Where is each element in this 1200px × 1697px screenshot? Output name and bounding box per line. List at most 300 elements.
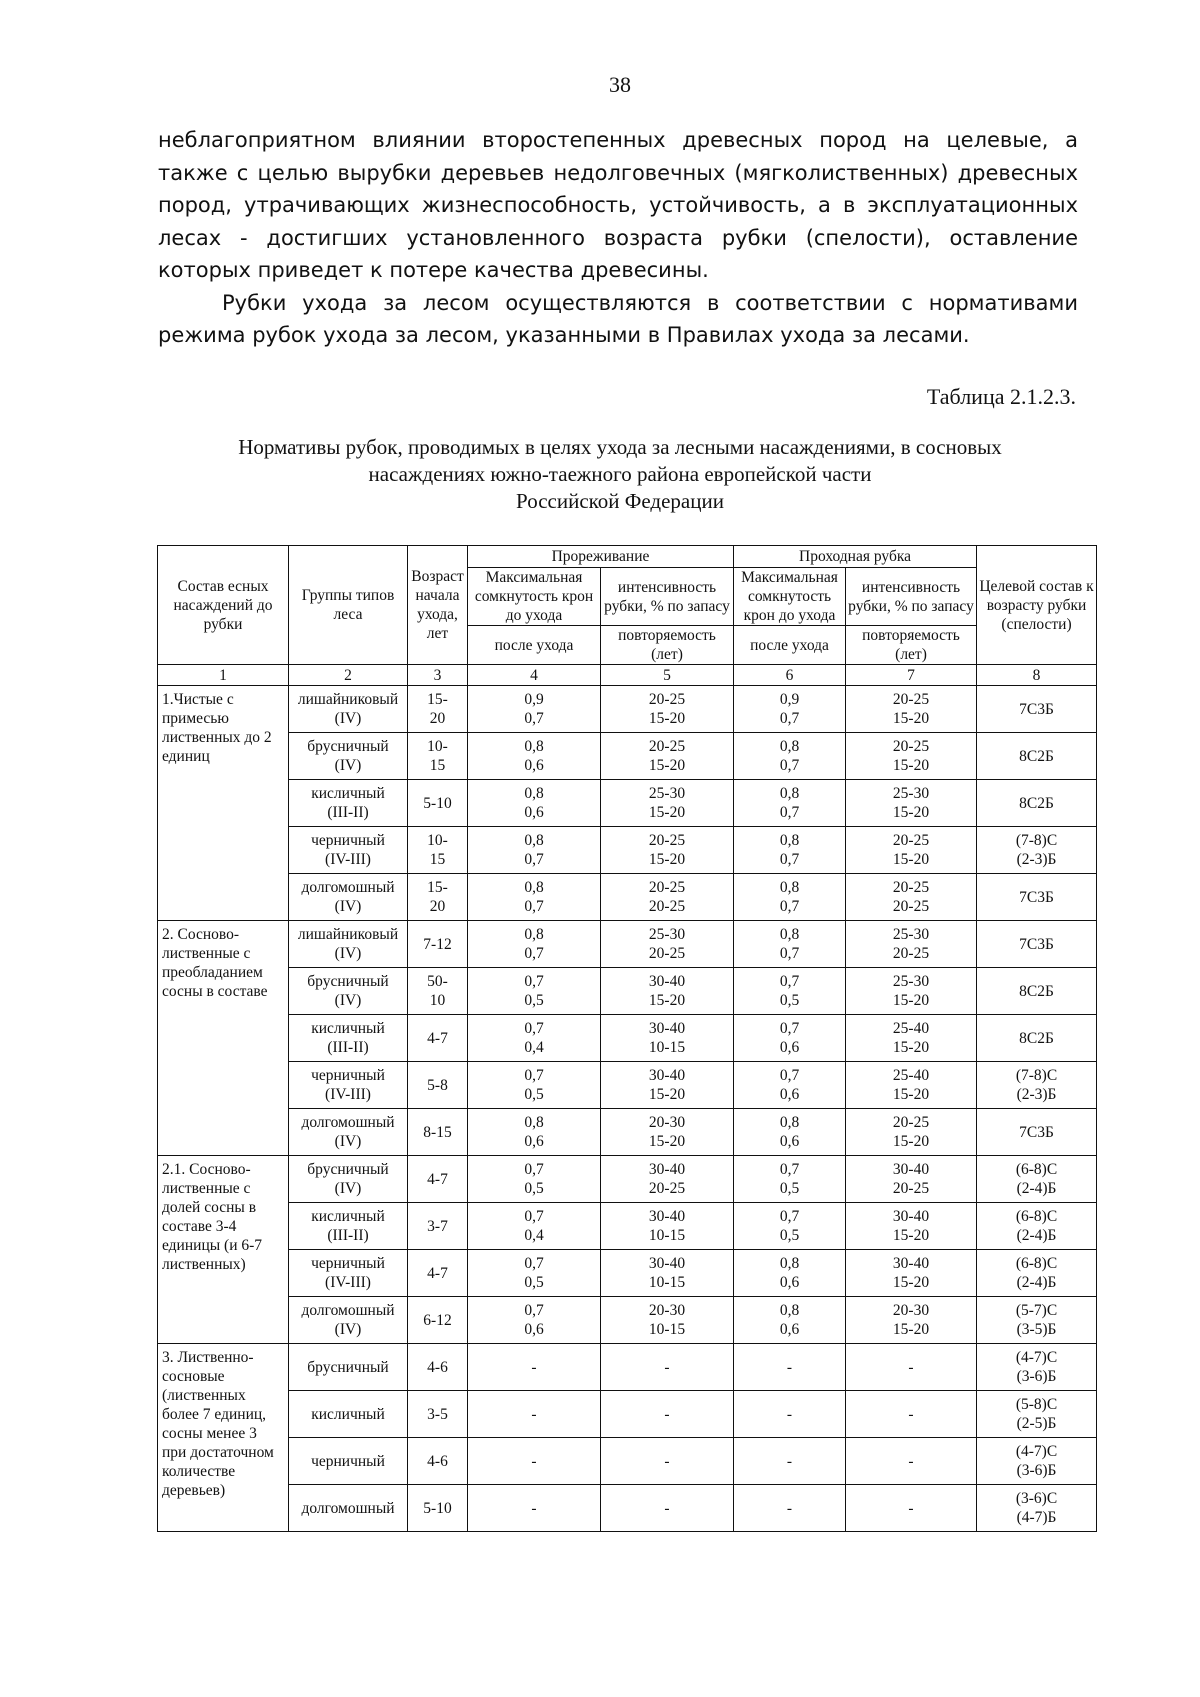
- forest-type-cell: [289, 921, 408, 968]
- passage-density-cell: [734, 780, 846, 827]
- dash-cell: -: [734, 1485, 846, 1532]
- header-max-density-passage: Максимальная сомкнутость крон до ухода: [734, 568, 846, 626]
- thinning-density-cell-line: 0,5: [524, 1180, 544, 1197]
- header-after-care: после ухода: [468, 626, 601, 665]
- table-row: [158, 1062, 1097, 1109]
- forest-type-cell: черничный: [289, 1438, 408, 1485]
- age-cell: 8-15: [408, 1109, 468, 1156]
- passage-intensity-cell: [846, 1062, 977, 1109]
- passage-density-cell-line: 0,7: [779, 1161, 800, 1178]
- passage-intensity-cell-line: 20-25: [892, 1180, 930, 1197]
- forest-type-cell: [289, 874, 408, 921]
- thinning-intensity-cell-line: 20-30: [648, 1302, 686, 1319]
- passage-density-cell-line: 0,7: [779, 1067, 800, 1084]
- forest-type-cell-line: брусничный: [307, 1161, 389, 1178]
- passage-intensity-cell: [846, 968, 977, 1015]
- thinning-intensity-cell-line: 20-25: [648, 879, 686, 896]
- passage-intensity-cell-line: 15-20: [892, 1321, 930, 1338]
- thinning-density-cell-line: 0,5: [524, 1274, 544, 1291]
- passage-density-cell-line: 0,6: [779, 1321, 800, 1338]
- table-row: [158, 921, 1097, 968]
- passage-density-cell-line: 0,6: [779, 1133, 800, 1150]
- thinning-density-cell-line: 0,8: [524, 832, 544, 849]
- thinning-intensity-cell-line: 15-20: [648, 710, 686, 727]
- thinning-density-cell: [468, 1250, 601, 1297]
- thinning-density-cell-line: 0,5: [524, 992, 544, 1009]
- forest-type-cell: кисличный: [289, 1391, 408, 1438]
- passage-intensity-cell: [846, 1250, 977, 1297]
- passage-density-cell-line: 0,8: [779, 785, 800, 802]
- passage-density-cell-line: 0,5: [779, 1180, 800, 1197]
- age-cell: 5-10: [408, 780, 468, 827]
- thinning-intensity-cell-line: 10-15: [648, 1274, 686, 1291]
- passage-intensity-cell: [846, 780, 977, 827]
- target-cell: [977, 1438, 1097, 1485]
- thinning-density-cell-line: 0,6: [524, 804, 544, 821]
- forest-type-cell-line: (IV): [334, 710, 362, 727]
- passage-intensity-cell-line: 25-40: [892, 1020, 930, 1037]
- target-cell-line: (3-6)Б: [1016, 1368, 1057, 1385]
- thinning-density-cell: [468, 874, 601, 921]
- target-cell-line: (2-4)Б: [1016, 1180, 1057, 1197]
- dash-cell: -: [468, 1438, 601, 1485]
- passage-intensity-cell: [846, 1156, 977, 1203]
- passage-intensity-cell-line: 30-40: [892, 1255, 930, 1272]
- target-cell: [977, 1344, 1097, 1391]
- passage-intensity-cell-line: 15-20: [892, 1274, 930, 1291]
- thinning-density-cell-line: 0,4: [524, 1039, 544, 1056]
- norms-table: [157, 545, 1097, 1532]
- age-cell-line: 15-: [427, 691, 448, 708]
- table-title-line: Нормативы рубок, проводимых в целях ухода за лесными насаждениями, в сосновых: [238, 435, 1002, 459]
- age-cell-line: 15: [429, 757, 446, 774]
- thinning-density-cell-line: 0,7: [524, 1161, 544, 1178]
- table-row: [158, 1156, 1097, 1203]
- passage-density-cell: [734, 921, 846, 968]
- passage-density-cell-line: 0,7: [779, 973, 800, 990]
- passage-intensity-cell-line: 20-30: [892, 1302, 930, 1319]
- forest-type-cell: [289, 733, 408, 780]
- passage-density-cell: [734, 1015, 846, 1062]
- passage-intensity-cell-line: 20-25: [892, 879, 930, 896]
- thinning-intensity-cell-line: 20-25: [648, 898, 686, 915]
- passage-intensity-cell-line: 15-20: [892, 1133, 930, 1150]
- target-cell-line: (3-5)Б: [1016, 1321, 1057, 1338]
- dash-cell: -: [846, 1485, 977, 1532]
- thinning-intensity-cell-line: 15-20: [648, 757, 686, 774]
- passage-density-cell: [734, 1250, 846, 1297]
- table-row: [158, 968, 1097, 1015]
- table-title: [130, 434, 1110, 515]
- age-cell: [408, 733, 468, 780]
- thinning-density-cell-line: 0,8: [524, 879, 544, 896]
- thinning-density-cell: [468, 1297, 601, 1344]
- age-cell: [408, 686, 468, 733]
- thinning-density-cell-line: 0,7: [524, 710, 544, 727]
- table-row: [158, 1438, 1097, 1485]
- forest-type-cell: [289, 686, 408, 733]
- age-cell-line: 10: [429, 992, 446, 1009]
- thinning-intensity-cell-line: 20-25: [648, 738, 686, 755]
- passage-density-cell-line: 0,8: [779, 1302, 800, 1319]
- thinning-density-cell-line: 0,6: [524, 1133, 544, 1150]
- forest-type-cell-line: (IV-III): [325, 1086, 371, 1103]
- thinning-intensity-cell-line: 30-40: [648, 1208, 686, 1225]
- column-number: 8: [977, 665, 1097, 686]
- forest-type-cell-line: (IV): [334, 757, 362, 774]
- header-repeat: повторяемость (лет): [601, 626, 734, 665]
- forest-type-cell-line: брусничный: [307, 973, 389, 990]
- passage-density-cell-line: 0,7: [779, 710, 800, 727]
- thinning-density-cell-line: 0,7: [524, 1020, 544, 1037]
- thinning-intensity-cell: [601, 1250, 734, 1297]
- passage-intensity-cell-line: 25-30: [892, 785, 930, 802]
- passage-intensity-cell: [846, 1203, 977, 1250]
- passage-density-cell-line: 0,8: [779, 738, 800, 755]
- table-row: [158, 1203, 1097, 1250]
- forest-type-cell-line: (IV): [334, 1180, 362, 1197]
- thinning-intensity-cell-line: 10-15: [648, 1227, 686, 1244]
- thinning-density-cell-line: 0,6: [524, 757, 544, 774]
- target-cell-line: (2-5)Б: [1016, 1415, 1057, 1432]
- passage-intensity-cell: [846, 921, 977, 968]
- passage-density-cell: [734, 1156, 846, 1203]
- target-cell: 7С3Б: [977, 686, 1097, 733]
- forest-type-cell-line: (IV): [334, 1321, 362, 1338]
- thinning-intensity-cell: [601, 968, 734, 1015]
- thinning-density-cell: [468, 780, 601, 827]
- thinning-intensity-cell: [601, 1203, 734, 1250]
- target-cell: [977, 1250, 1097, 1297]
- column-number: 5: [601, 665, 734, 686]
- table-row: [158, 1297, 1097, 1344]
- thinning-density-cell-line: 0,7: [524, 1208, 544, 1225]
- passage-density-cell: [734, 1109, 846, 1156]
- thinning-density-cell-line: 0,7: [524, 851, 544, 868]
- table-caption: Таблица 2.1.2.3.: [926, 384, 1076, 409]
- dash-cell: -: [846, 1344, 977, 1391]
- target-cell: 7С3Б: [977, 921, 1097, 968]
- passage-density-cell-line: 0,7: [779, 898, 800, 915]
- table-row: [158, 1109, 1097, 1156]
- target-cell: [977, 1297, 1097, 1344]
- column-number: 4: [468, 665, 601, 686]
- target-cell-line: (6-8)С: [1015, 1255, 1058, 1272]
- thinning-intensity-cell: [601, 733, 734, 780]
- thinning-density-cell: [468, 921, 601, 968]
- thinning-intensity-cell-line: 20-25: [648, 945, 686, 962]
- passage-density-cell-line: 0,5: [779, 992, 800, 1009]
- column-number: 1: [158, 665, 289, 686]
- age-cell: 4-7: [408, 1156, 468, 1203]
- passage-density-cell: [734, 827, 846, 874]
- target-cell: 8С2Б: [977, 780, 1097, 827]
- thinning-intensity-cell: [601, 780, 734, 827]
- passage-density-cell: [734, 733, 846, 780]
- thinning-intensity-cell-line: 10-15: [648, 1321, 686, 1338]
- thinning-intensity-cell-line: 10-15: [648, 1039, 686, 1056]
- table-row: [158, 1015, 1097, 1062]
- dash-cell: -: [468, 1391, 601, 1438]
- target-cell: 7С3Б: [977, 874, 1097, 921]
- thinning-intensity-cell-line: 15-20: [648, 851, 686, 868]
- thinning-intensity-cell-line: 30-40: [648, 973, 686, 990]
- thinning-intensity-cell-line: 15-20: [648, 1133, 686, 1150]
- thinning-intensity-cell-line: 20-30: [648, 1114, 686, 1131]
- forest-type-cell: [289, 968, 408, 1015]
- dash-cell: -: [734, 1344, 846, 1391]
- forest-type-cell: [289, 1297, 408, 1344]
- passage-density-cell-line: 0,7: [779, 804, 800, 821]
- composition-cell: 2.1. Сосново-лиственные с долей сосны в составе 3-4 единицы (и 6-7 лиственных): [158, 1156, 289, 1344]
- target-cell: [977, 1203, 1097, 1250]
- thinning-density-cell-line: 0,9: [524, 691, 544, 708]
- thinning-density-cell-line: 0,8: [524, 738, 544, 755]
- target-cell: [977, 1156, 1097, 1203]
- passage-intensity-cell-line: 15-20: [892, 1039, 930, 1056]
- passage-intensity-cell-line: 25-30: [892, 926, 930, 943]
- thinning-density-cell-line: 0,7: [524, 1067, 544, 1084]
- age-cell-line: 15-: [427, 879, 448, 896]
- thinning-intensity-cell-line: 30-40: [648, 1255, 686, 1272]
- table-row: [158, 1485, 1097, 1532]
- passage-intensity-cell-line: 20-25: [892, 832, 930, 849]
- age-cell: 4-7: [408, 1250, 468, 1297]
- target-cell: [977, 1485, 1097, 1532]
- passage-density-cell-line: 0,5: [779, 1227, 800, 1244]
- passage-density-cell: [734, 686, 846, 733]
- page-number: 38: [609, 72, 631, 97]
- dash-cell: -: [601, 1438, 734, 1485]
- thinning-intensity-cell-line: 20-25: [648, 1180, 686, 1197]
- dash-cell: -: [734, 1438, 846, 1485]
- passage-intensity-cell: [846, 1109, 977, 1156]
- passage-intensity-cell-line: 30-40: [892, 1161, 930, 1178]
- dash-cell: -: [846, 1438, 977, 1485]
- header-age: Возраст начала ухода, лет: [408, 546, 468, 665]
- age-cell-line: 10-: [427, 738, 448, 755]
- thinning-density-cell: [468, 1109, 601, 1156]
- target-cell-line: (4-7)С: [1015, 1443, 1058, 1460]
- age-cell: 3-5: [408, 1391, 468, 1438]
- thinning-intensity-cell: [601, 827, 734, 874]
- paragraph: неблагоприятном влиянии второстепенных древесных пород на целевые, а также с целью вырубки деревьев недолговечных (мягколиственных) древесных пород, утрачивающих жизнеспособность, устойчивость, а в эксплуатационных лесах - достигших установленного возраста рубки (спелости), оставление которых приведет к потере качества древесины.: [158, 128, 1078, 282]
- forest-type-cell: брусничный: [289, 1344, 408, 1391]
- target-cell: [977, 1062, 1097, 1109]
- passage-intensity-cell: [846, 733, 977, 780]
- target-cell-line: (6-8)С: [1015, 1161, 1058, 1178]
- column-number: 6: [734, 665, 846, 686]
- thinning-density-cell: [468, 1015, 601, 1062]
- header-forest-type: Группы типов леса: [289, 546, 408, 665]
- passage-intensity-cell-line: 15-20: [892, 710, 930, 727]
- header-intensity-passage: интенсивность рубки, % по запасу: [846, 568, 977, 626]
- thinning-intensity-cell-line: 30-40: [648, 1067, 686, 1084]
- forest-type-cell: долгомошный: [289, 1485, 408, 1532]
- passage-intensity-cell-line: 15-20: [892, 1227, 930, 1244]
- composition-cell: 1.Чистые с примесью лиственных до 2 единиц: [158, 686, 289, 921]
- column-number: 7: [846, 665, 977, 686]
- target-cell: 8С2Б: [977, 1015, 1097, 1062]
- table-row: [158, 733, 1097, 780]
- forest-type-cell-line: (IV): [334, 992, 362, 1009]
- passage-density-cell-line: 0,8: [779, 879, 800, 896]
- thinning-density-cell-line: 0,7: [524, 1255, 544, 1272]
- thinning-intensity-cell: [601, 1156, 734, 1203]
- dash-cell: -: [468, 1485, 601, 1532]
- age-cell: [408, 968, 468, 1015]
- target-cell-line: (2-4)Б: [1016, 1227, 1057, 1244]
- passage-density-cell-line: 0,6: [779, 1086, 800, 1103]
- thinning-intensity-cell: [601, 1062, 734, 1109]
- thinning-density-cell-line: 0,6: [524, 1321, 544, 1338]
- target-cell: [977, 827, 1097, 874]
- dash-cell: -: [601, 1485, 734, 1532]
- thinning-density-cell: [468, 827, 601, 874]
- age-cell: [408, 827, 468, 874]
- forest-type-cell-line: брусничный: [307, 738, 389, 755]
- age-cell-line: 15: [429, 851, 446, 868]
- forest-type-cell-line: лишайниковый: [297, 926, 399, 943]
- forest-type-cell: [289, 1250, 408, 1297]
- thinning-intensity-cell-line: 25-30: [648, 785, 686, 802]
- passage-density-cell-line: 0,7: [779, 1020, 800, 1037]
- thinning-intensity-cell-line: 25-30: [648, 926, 686, 943]
- target-cell: 8С2Б: [977, 968, 1097, 1015]
- target-cell: 8С2Б: [977, 733, 1097, 780]
- passage-density-cell: [734, 1297, 846, 1344]
- paragraph: Рубки ухода за лесом осуществляются в соответствии с нормативами режима рубок ухода за лесом, указанными в Правилах ухода за лесами.: [158, 290, 1078, 347]
- thinning-density-cell-line: 0,7: [524, 1302, 544, 1319]
- target-cell: 7С3Б: [977, 1109, 1097, 1156]
- table-title-line: насаждениях южно-таежного района европейской части: [368, 462, 872, 486]
- header-thinning: Прореживание: [468, 546, 734, 568]
- passage-intensity-cell: [846, 1015, 977, 1062]
- column-number: 3: [408, 665, 468, 686]
- target-cell-line: (2-3)Б: [1016, 851, 1057, 868]
- target-cell-line: (7-8)С: [1015, 1067, 1058, 1084]
- table-row: [158, 780, 1097, 827]
- passage-density-cell-line: 0,7: [779, 945, 800, 962]
- age-cell: 5-8: [408, 1062, 468, 1109]
- thinning-intensity-cell-line: 15-20: [648, 1086, 686, 1103]
- forest-type-cell-line: (IV-III): [325, 1274, 371, 1291]
- passage-density-cell-line: 0,8: [779, 926, 800, 943]
- passage-intensity-cell-line: 15-20: [892, 1086, 930, 1103]
- passage-intensity-cell-line: 20-25: [892, 898, 930, 915]
- passage-intensity-cell: [846, 1297, 977, 1344]
- thinning-intensity-cell-line: 30-40: [648, 1161, 686, 1178]
- table-title-line: Российской Федерации: [516, 489, 724, 513]
- passage-density-cell-line: 0,7: [779, 1208, 800, 1225]
- forest-type-cell-line: лишайниковый: [297, 691, 399, 708]
- thinning-density-cell-line: 0,7: [524, 898, 544, 915]
- thinning-intensity-cell: [601, 686, 734, 733]
- passage-density-cell-line: 0,7: [779, 851, 800, 868]
- passage-intensity-cell-line: 30-40: [892, 1208, 930, 1225]
- thinning-density-cell: [468, 1156, 601, 1203]
- passage-intensity-cell-line: 15-20: [892, 804, 930, 821]
- passage-density-cell: [734, 1203, 846, 1250]
- age-cell-line: 20: [429, 898, 446, 915]
- passage-intensity-cell-line: 15-20: [892, 757, 930, 774]
- forest-type-cell-line: (III-II): [327, 804, 369, 821]
- passage-intensity-cell-line: 20-25: [892, 945, 930, 962]
- forest-type-cell-line: (IV): [334, 945, 362, 962]
- table-row: [158, 1344, 1097, 1391]
- composition-cell: 3. Лиственно-сосновые (лиственных более 7 единиц, сосны менее 3 при достаточном количестве деревьев): [158, 1344, 289, 1532]
- forest-type-cell-line: черничный: [311, 832, 385, 849]
- age-cell: 7-12: [408, 921, 468, 968]
- age-cell: 4-6: [408, 1438, 468, 1485]
- passage-intensity-cell-line: 20-25: [892, 1114, 930, 1131]
- forest-type-cell-line: (IV): [334, 898, 362, 915]
- table-row: [158, 874, 1097, 921]
- header-composition: Состав есных насаждений до рубки: [158, 546, 289, 665]
- passage-intensity-cell-line: 25-30: [892, 973, 930, 990]
- dash-cell: -: [601, 1391, 734, 1438]
- target-cell-line: (4-7)Б: [1016, 1509, 1057, 1526]
- age-cell-line: 10-: [427, 832, 448, 849]
- thinning-intensity-cell: [601, 1015, 734, 1062]
- age-cell: 3-7: [408, 1203, 468, 1250]
- target-cell-line: (3-6)Б: [1016, 1462, 1057, 1479]
- forest-type-cell-line: (IV): [334, 1133, 362, 1150]
- age-cell: 4-7: [408, 1015, 468, 1062]
- forest-type-cell: [289, 1062, 408, 1109]
- thinning-density-cell: [468, 1203, 601, 1250]
- header-passage-cutting: Проходная рубка: [734, 546, 977, 568]
- target-cell-line: (7-8)С: [1015, 832, 1058, 849]
- header-max-density: Максимальная сомкнутость крон до ухода: [468, 568, 601, 626]
- dash-cell: -: [846, 1391, 977, 1438]
- thinning-density-cell-line: 0,4: [524, 1227, 544, 1244]
- target-cell-line: (5-8)С: [1015, 1396, 1058, 1413]
- thinning-intensity-cell-line: 30-40: [648, 1020, 686, 1037]
- passage-intensity-cell-line: 15-20: [892, 992, 930, 1009]
- passage-density-cell-line: 0,6: [779, 1274, 800, 1291]
- passage-density-cell: [734, 1062, 846, 1109]
- forest-type-cell: [289, 1203, 408, 1250]
- target-cell: [977, 1391, 1097, 1438]
- forest-type-cell-line: (III-II): [327, 1039, 369, 1056]
- thinning-density-cell-line: 0,7: [524, 973, 544, 990]
- thinning-density-cell-line: 0,8: [524, 926, 544, 943]
- age-cell: 5-10: [408, 1485, 468, 1532]
- composition-cell: 2. Сосново-лиственные с преобладанием сосны в составе: [158, 921, 289, 1156]
- dash-cell: -: [468, 1344, 601, 1391]
- thinning-density-cell: [468, 686, 601, 733]
- table-row: [158, 827, 1097, 874]
- column-number: 2: [289, 665, 408, 686]
- forest-type-cell: [289, 1156, 408, 1203]
- target-cell-line: (5-7)С: [1015, 1302, 1058, 1319]
- age-cell-line: 50-: [427, 973, 448, 990]
- passage-density-cell-line: 0,6: [779, 1039, 800, 1056]
- passage-density-cell-line: 0,8: [779, 1255, 800, 1272]
- dash-cell: -: [601, 1344, 734, 1391]
- thinning-intensity-cell-line: 15-20: [648, 804, 686, 821]
- forest-type-cell-line: кисличный: [311, 1208, 385, 1225]
- table-row: [158, 686, 1097, 733]
- forest-type-cell: [289, 1015, 408, 1062]
- forest-type-cell-line: черничный: [311, 1255, 385, 1272]
- forest-type-cell-line: долгомошный: [301, 1114, 395, 1131]
- thinning-intensity-cell: [601, 1297, 734, 1344]
- target-cell-line: (4-7)С: [1015, 1349, 1058, 1366]
- target-cell-line: (6-8)С: [1015, 1208, 1058, 1225]
- header-target-composition: Целевой состав к возрасту рубки (спелости): [977, 546, 1097, 665]
